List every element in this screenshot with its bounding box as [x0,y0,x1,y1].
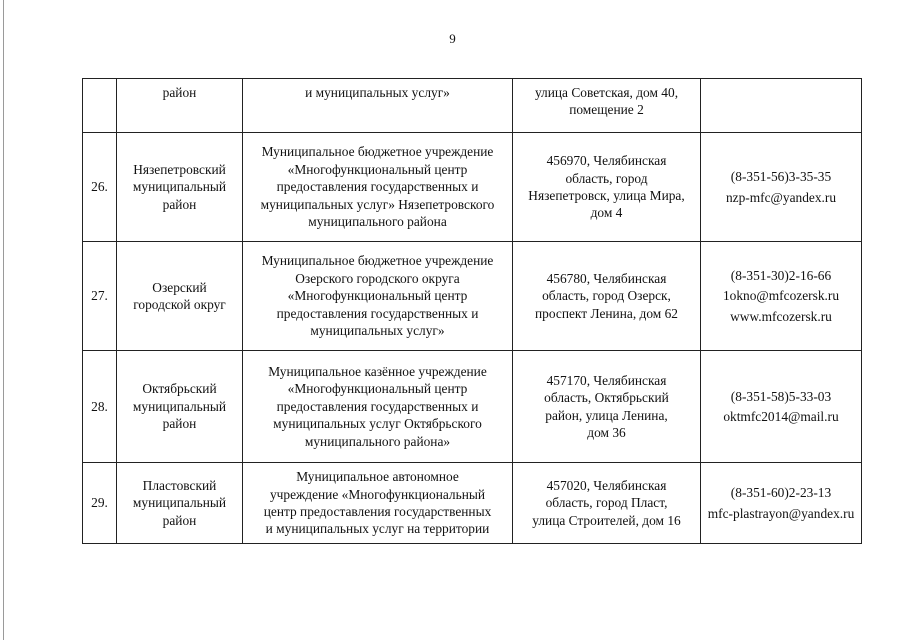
address-cell [513,351,701,463]
institution-line: «Многофункциональный центр [287,161,468,177]
address-cell [513,463,701,544]
row-number-cell: 26. [83,133,117,242]
district-line: муниципальный [132,495,227,511]
address-line: 457020, Челябинская [546,477,667,493]
district-cell [117,351,243,463]
institution-line: муниципального района» [304,433,451,449]
address-cell [513,79,701,133]
district-line: Пластовский [142,477,217,493]
district-line: Озерский [152,279,207,295]
district-line: Октябрьский [142,381,217,397]
district-line: Нязепетровский [133,161,226,177]
address-line: 456970, Челябинская [546,153,667,169]
institution-cell [243,133,513,242]
district-line: район [162,416,197,432]
district-cell [117,133,243,242]
address-line: улица Советская, дом 40, [534,85,679,100]
table-row [83,351,862,463]
address-cell [513,242,701,351]
page-edge-line [3,0,4,640]
phone-text: (8-351-56)3-35-35 [730,169,832,185]
address-line: район, улица Ленина, [545,407,668,423]
institution-line: предоставления государственных и [276,398,479,414]
institution-line: центр предоставления государственных [263,504,492,519]
contacts-cell [701,351,862,463]
row-number-cell: 28. [83,351,117,463]
district-line: муниципальный [132,398,227,414]
address-line: проспект Ленина, дом 62 [534,305,678,321]
institution-line: Муниципальное бюджетное учреждение [261,144,494,160]
address-line: помещение 2 [569,102,644,118]
institution-line: муниципальных услуг» [310,323,445,339]
institution-line: муниципальных услуг» Нязепетровского [260,196,495,212]
institution-line: предоставления государственных и [276,179,479,195]
institution-cell [243,79,513,133]
address-line: 457170, Челябинская [546,372,667,388]
contacts-cell [701,242,862,351]
email-text: 1okno@mfcozersk.ru [722,288,840,304]
email-text: mfc-plastrayon@yandex.ru [707,505,855,521]
row-number-cell: 29. [83,463,117,544]
institution-line: и муниципальных услуг» [305,85,450,100]
institution-line: муниципальных услуг Октябрьского [273,416,482,432]
address-line: область, город Озерск, [542,288,671,304]
institution-line: Муниципальное казённое учреждение [268,363,487,379]
address-cell [513,133,701,242]
phone-text: (8-351-60)2-23-13 [730,485,832,501]
address-line: улица Строителей, дом 16 [532,512,681,528]
institution-line: «Многофункциональный центр [287,288,468,304]
institution-cell [243,463,513,544]
contacts-cell [701,133,862,242]
phone-text: (8-351-58)5-33-03 [730,388,832,404]
institution-cell [243,351,513,463]
district-cell [117,463,243,544]
phone-text: (8-351-30)2-16-66 [730,267,832,283]
contacts-cell [701,463,862,544]
mfc-table [82,78,862,544]
email-text: nzp-mfc@yandex.ru [725,189,837,205]
institution-line: учреждение «Многофункциональный [269,486,486,502]
page-number: 9 [449,31,456,46]
address-line: область, Октябрьский [544,390,669,406]
institution-line: предоставления государственных и [276,305,479,321]
row-number-cell [83,79,117,133]
district-line: район [162,196,197,212]
table-row [83,463,862,544]
contacts-cell [701,79,862,133]
table-row [83,242,862,351]
institution-line: муниципального района [308,214,447,230]
website-text: www.mfcozersk.ru [730,308,832,324]
institution-cell [243,242,513,351]
address-line: дом 36 [587,424,626,440]
district-cell [117,79,243,133]
institution-line: Муниципальное автономное [296,469,459,485]
email-text: oktmfc2014@mail.ru [723,409,839,424]
district-line: район [162,85,197,100]
address-line: Нязепетровск, улица Мира, [528,188,685,203]
address-line: дом 4 [590,205,623,221]
address-line: 456780, Челябинская [546,270,667,286]
district-line: район [162,512,197,528]
address-line: область, город [565,170,648,186]
table-row [83,79,862,133]
district-cell [117,242,243,351]
district-line: муниципальный [132,179,227,195]
institution-line: Муниципальное бюджетное учреждение [261,253,494,269]
district-line: городской округ [133,297,226,312]
institution-line: «Многофункциональный центр [287,381,468,397]
institution-line: Озерского городского округа [295,270,460,286]
row-number-cell: 27. [83,242,117,351]
table-row [83,133,862,242]
institution-line: и муниципальных услуг на территории [265,521,490,537]
address-line: область, город Пласт, [545,495,668,511]
